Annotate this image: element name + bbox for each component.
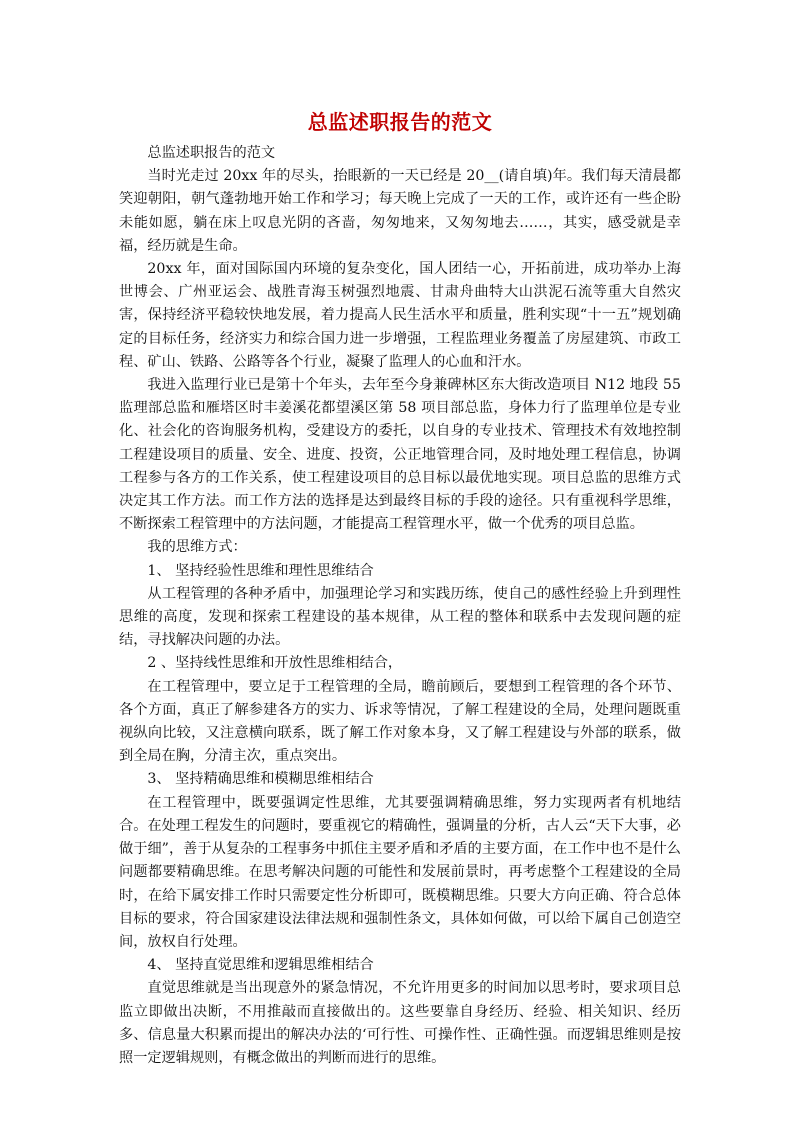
paragraph: 在工程管理中，要立足于工程管理的全局，瞻前顾后，要想到工程管理的各个环节、各个方面，真正了解参建各方的实力、诉求等情况，了解工程建设的全局，处理问题既重视纵向比较，又注意横向联系，既了解工作对象本身，又了解工程建设与外部的联系，做到全局在胸，分清主次，重点突出。 bbox=[119, 678, 681, 765]
section-heading: 2 、坚持线性思维和开放性思维相结合， bbox=[147, 655, 403, 672]
paragraph: 我的思维方式： bbox=[147, 539, 247, 556]
paragraph-subtitle: 总监述职报告的范文 bbox=[147, 145, 276, 161]
document-title: 总监述职报告的范文 bbox=[307, 110, 493, 134]
paragraph: 20xx 年，面对国际国内环境的复杂变化，国人团结一心，开拓前进，成功举办上海世博会、广州亚运会、战胜青海玉树强烈地震、甘肃舟曲特大山洪泥石流等重大自然灾害，保持经济平稳较快地发展，着力提高人民生活水平和质量，胜利实现“十一五”规划确定的目标任务，经济实力和综合国力进一步增强，工程监理业务覆盖了房屋建筑、市政工程、矿山、铁路、公路等各个行业，凝聚了监理人的心血和汗水。 bbox=[119, 261, 681, 370]
section-heading: 3、 坚持精确思维和模糊思维相结合 bbox=[147, 771, 374, 788]
paragraph: 我进入监理行业已是第十个年头，去年至今身兼碑林区东大街改造项目 N12 地段 55 监理部总监和雁塔区时丰姜溪花都望溪区第 58 项目部总监，身体力行了监理单位是专业化、社会化的咨询服务机构，受建设方的委托，以自身的专业技术、管理技术有效地控制工程建设项目的质量、安全、进度、投资，公正地管理合同，及时地处理工程信息，协调工程参与各方的工作关系，使工程建设项目的总目标以最优地实现。项目总监的思维方式决定其工作方法。而工作方法的选择是达到最终目标的手段的途径。只有重视科学思维，不断探索工程管理中的方法问题，才能提高工程管理水平，做一个优秀的项目总监。 bbox=[119, 377, 681, 533]
paragraph: 直觉思维就是当出现意外的紧急情况，不允许用更多的时间加以思考时，要求项目总监立即做出决断，不用推敲而直接做出的。这些要靠自身经历、经验、相关知识、经历多、信息量大积累而提出的解决办法的‘可行性、可操作性、正确性强。而逻辑思维则是按照一定逻辑规则，有概念做出的判断而进行的思维。 bbox=[119, 980, 681, 1066]
document-page bbox=[119, 100, 681, 1070]
document-body bbox=[119, 142, 681, 1070]
paragraph: 从工程管理的各种矛盾中，加强理论学习和实践历练，使自己的感性经验上升到理性思维的高度，发现和探索工程建设的基本规律，从工程的整体和联系中去发现问题的症结，寻找解决问题的办法。 bbox=[119, 585, 681, 649]
paragraph: 当时光走过 20xx 年的尽头，抬眼新的一天已经是 20__(请自填)年。我们每天清晨都笑迎朝阳，朝气蓬勃地开始工作和学习；每天晚上完成了一天的工作，或许还有一些企盼未能如愿，躺在床上叹息光阴的吝啬，匆匆地来，又匆匆地去……，其实，感受就是幸福，经历就是生命。 bbox=[119, 168, 681, 254]
paragraph: 在工程管理中，既要强调定性思维，尤其要强调精确思维，努力实现两者有机地结合。在处理工程发生的问题时，要重视它的精确性，强调量的分析，古人云“天下大事，必做于细”，善于从复杂的工程事务中抓住主要矛盾和矛盾的主要方面，在工作中也不是什么问题都要精确思维。在思考解决问题的可能性和发展前景时，再考虑整个工程建设的全局时，在给下属安排工作时只需要定性分析即可，既模糊思维。只要大方向正确、符合总体目标的要求，符合国家建设法律法规和强制性条文，具体如何做，可以给下属自己创造空间，放权自行处理。 bbox=[119, 794, 681, 950]
section-heading: 1、 坚持经验性思维和理性思维结合 bbox=[147, 562, 374, 579]
section-heading: 4、 坚持直觉思维和逻辑思维相结合 bbox=[147, 957, 374, 974]
